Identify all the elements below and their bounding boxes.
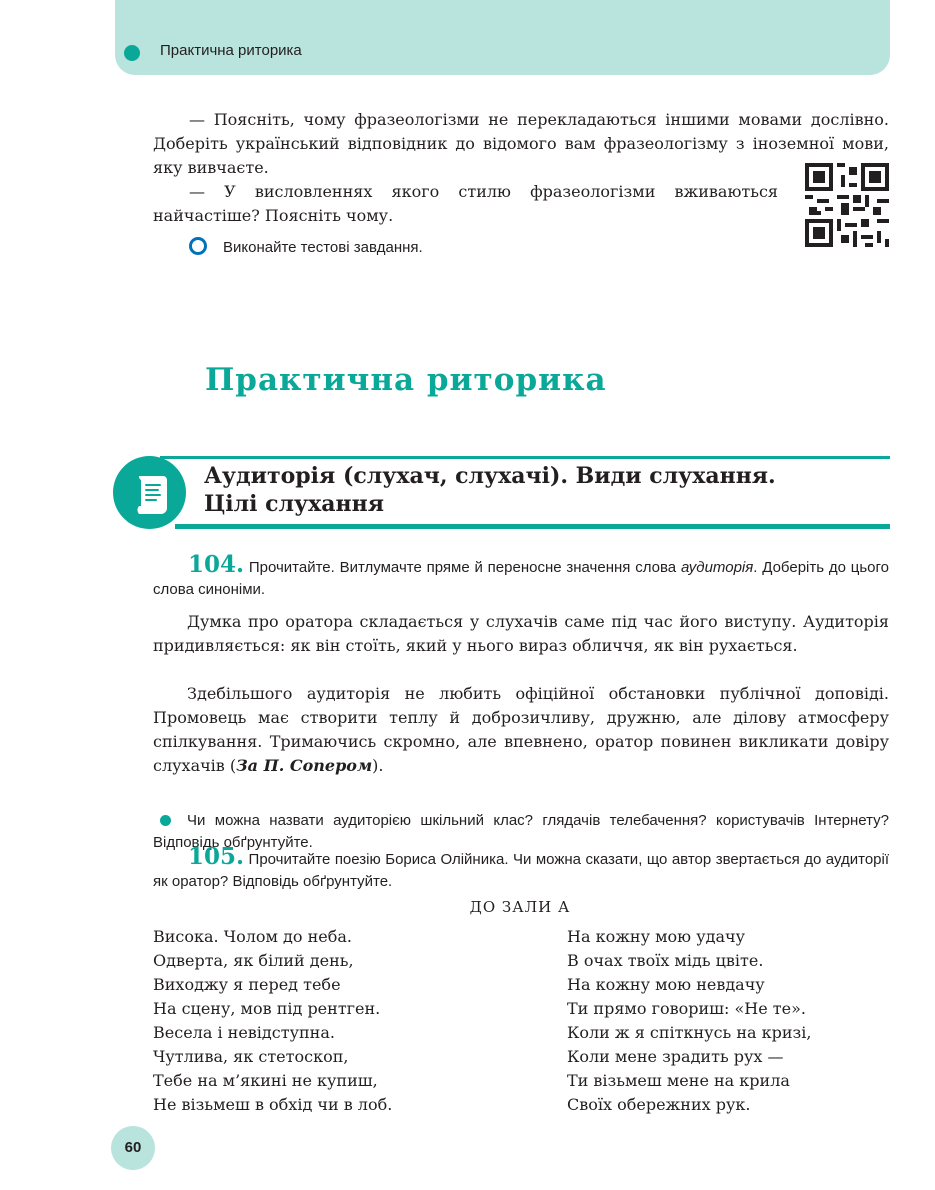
- topic-title-line-2: Цілі слухання: [204, 491, 384, 517]
- poem-line: В очах твоїх мідь цвіте.: [567, 951, 764, 970]
- poem-line: Весела і невідступна.: [153, 1023, 335, 1042]
- poem-line: Висока. Чолом до неба.: [153, 927, 353, 946]
- qr-code-icon[interactable]: [805, 163, 889, 247]
- poem-line: Тебе на м’якині не купиш,: [153, 1071, 378, 1090]
- topic-title-line-1: Аудиторія (слухач, слухачі). Види слухання.: [204, 463, 776, 489]
- keyword-auditoriya: аудиторія: [680, 559, 754, 576]
- poem-left-column: [153, 925, 392, 1117]
- poem-line: Коли ж я спіткнусь на кризі,: [567, 1023, 812, 1042]
- poem-line: Коли мене зрадить рух —: [567, 1047, 784, 1066]
- topic-rule-top: [160, 456, 890, 459]
- poem-line: Ти прямо говориш: «Не те».: [567, 999, 806, 1018]
- exercise-104-task: 104. Прочитайте. Витлумачте пряме й переносне значення слова аудиторія. Доберіть до цього слова синоніми.: [153, 551, 889, 598]
- section-title: Практична риторика: [205, 362, 607, 398]
- poem-line: На кожну мою невдачу: [567, 975, 765, 994]
- source-attribution: За П. Сопером: [236, 756, 373, 775]
- exercise-104-paragraph-2: Здебільшого аудиторія не любить офіційної обстановки публічної доповіді. Промовець має створити теплу й доброзичливу, дружню, але ділову атмосферу спілкування. Тримаючись скромно, але впевнено, оратор повинен викликати довіру слухачів (За П. Сопером).: [153, 684, 889, 775]
- poem-right-column: [567, 925, 811, 1117]
- header-band: [115, 0, 890, 75]
- exercise-104-paragraph-1: Думка про оратора складається у слухачів саме під час його виступу. Аудиторія придивляється: як він стоїть, який у нього вираз обличчя, як він рухається.: [153, 612, 889, 655]
- poem-line: Ти візьмеш мене на крила: [567, 1071, 790, 1090]
- poem-line: Не візьмеш в обхід чи в лоб.: [153, 1095, 393, 1114]
- exercise-105-task: 105. Прочитайте поезію Бориса Олійника. Чи можна сказати, що автор звертається до аудиторії як оратор? Відповідь обґрунтуйте.: [153, 843, 889, 890]
- exercise-104-question: Чи можна назвати аудиторією шкільний клас? глядачів телебачення? користувачів Інтернету? Відповідь обґрунтуйте.: [153, 812, 889, 851]
- scroll-document-icon: [113, 456, 186, 529]
- intro-question-1: — Поясніть, чому фразеологізми не перекладаються іншими мовами дослівно. Доберіть український відповідник до відомого вам фразеологізму з іноземної мови, яку вивчаєте.: [153, 110, 889, 177]
- poem-line: Своїх обережних рук.: [567, 1095, 751, 1114]
- exercise-104-number: 104.: [188, 551, 245, 578]
- poem-line: Чутлива, як стетоскоп,: [153, 1047, 349, 1066]
- poem-line: На сцену, мов під рентген.: [153, 999, 381, 1018]
- topic-rule-bottom: [175, 524, 890, 529]
- test-task-link[interactable]: Виконайте тестові завдання.: [223, 239, 423, 256]
- poem-line: Одверта, як білий день,: [153, 951, 354, 970]
- header-bullet-icon: [124, 45, 140, 61]
- test-task-circle-icon: [189, 237, 207, 255]
- poem-line: На кожну мою удачу: [567, 927, 745, 946]
- intro-question-2: — У висловленнях якого стилю фразеологізми вживаються найчастіше? Поясніть чому.: [153, 182, 778, 225]
- exercise-105-number: 105.: [188, 843, 245, 870]
- topic-title: [204, 462, 776, 518]
- page-number: 60: [124, 1139, 142, 1156]
- poem-title: ДО ЗАЛИ А: [469, 898, 571, 916]
- running-header-title: Практична риторика: [160, 42, 302, 59]
- poem-line: Виходжу я перед тебе: [153, 975, 341, 994]
